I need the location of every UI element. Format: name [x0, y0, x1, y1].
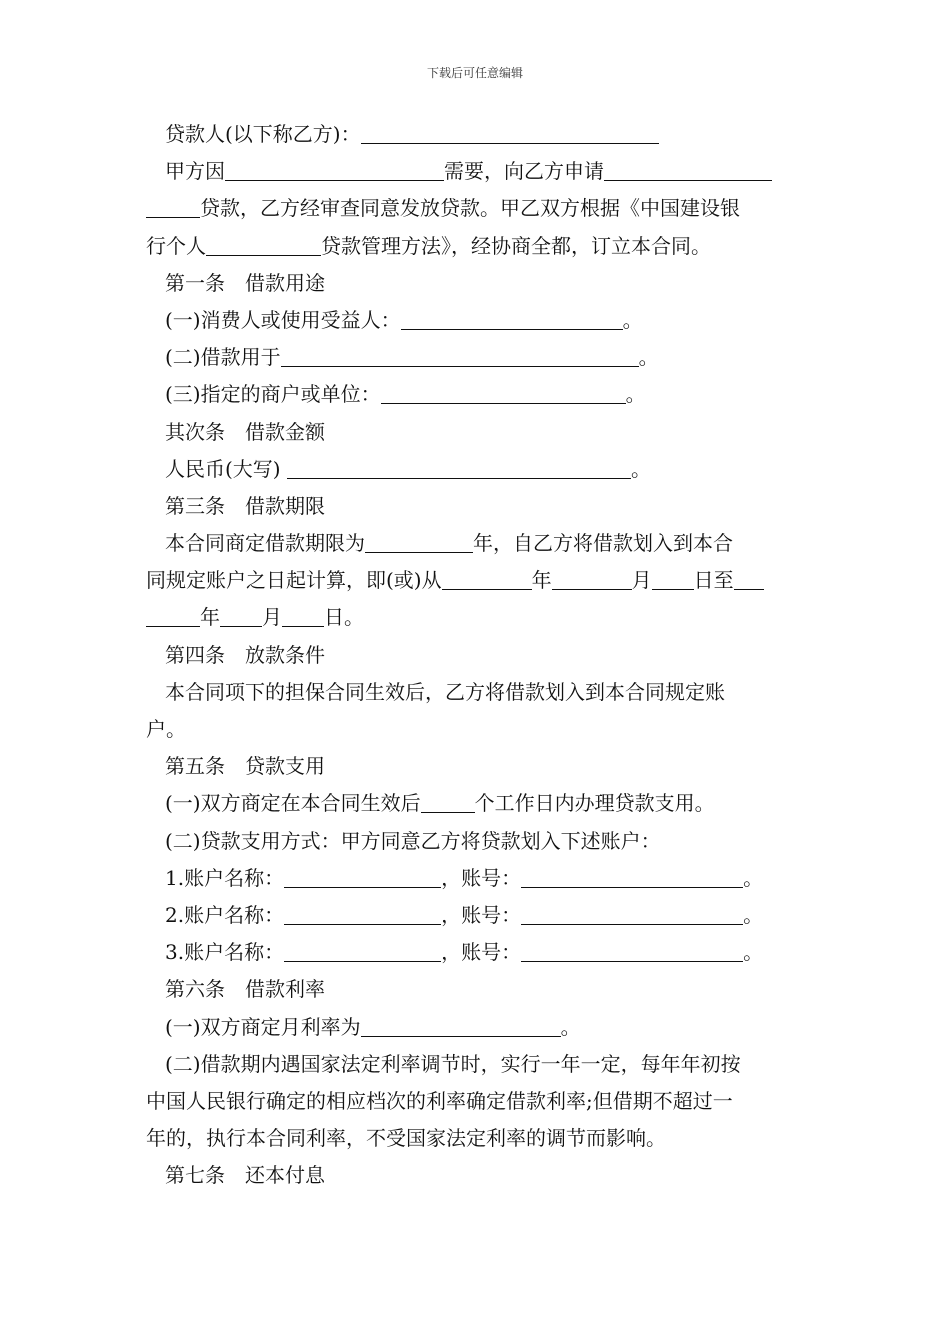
article-heading: 第七条 还本付息	[165, 1163, 325, 1188]
paragraph-line: 中国人民银行确定的相应档次的利率确定借款利率;但借期不超过一	[146, 1088, 733, 1113]
account-line: 3.账户名称： ，账号： 。	[165, 940, 764, 965]
blank-field[interactable]	[604, 157, 772, 181]
account-line: 2.账户名称： ，账号： 。	[165, 902, 764, 927]
account-number-field[interactable]	[521, 938, 743, 962]
blank-field[interactable]	[361, 120, 659, 144]
clause-line: (一)消费人或使用受益人： 。	[165, 307, 643, 332]
clause-line: (二)借款用于 。	[165, 345, 659, 370]
paragraph-line: 本合同商定借款期限为 年，自乙方将借款划入到本合	[165, 531, 733, 556]
blank-field[interactable]	[401, 306, 623, 330]
paragraph-line: (二)借款期内遇国家法定利率调节时，实行一年一定，每年年初按	[165, 1051, 741, 1076]
blank-field[interactable]	[146, 603, 200, 627]
paragraph-line: 户。	[146, 717, 186, 741]
paragraph-line: 同规定账户之日起计算，即(或)从 年 月 日至	[146, 562, 808, 599]
article-heading: 第四条 放款条件	[165, 642, 325, 667]
paragraph-line: 本合同项下的担保合同生效后，乙方将借款划入到本合同规定账	[165, 679, 725, 704]
clause-line: (一)双方商定月利率为 。	[165, 1014, 581, 1039]
paragraph-line: 年 月 日。	[146, 599, 808, 636]
blank-field[interactable]	[421, 789, 475, 813]
paragraph-line: 年的，执行本合同利率，不受国家法定利率的调节而影响。	[146, 1126, 666, 1151]
blank-field[interactable]	[225, 157, 444, 181]
blank-field[interactable]	[552, 566, 632, 590]
account-line: 1.账户名称： ，账号： 。	[165, 865, 764, 890]
article-heading: 第五条 贷款支用	[165, 754, 325, 779]
blank-field[interactable]	[365, 529, 473, 553]
account-name-field[interactable]	[284, 901, 441, 925]
clause-line: (一)双方商定在本合同生效后 个工作日内办理贷款支用。	[165, 791, 715, 816]
paragraph-line: 行个人 贷款管理方法》，经协商全都，订立本合同。	[146, 233, 711, 258]
paragraph-line: 贷款，乙方经审查同意发放贷款。甲乙双方根据《中国建设银	[146, 190, 808, 227]
clause-line: (三)指定的商户或单位： 。	[165, 382, 646, 407]
blank-field[interactable]	[206, 232, 321, 256]
article-heading: 第六条 借款利率	[165, 977, 325, 1002]
blank-field[interactable]	[282, 603, 324, 627]
page-header: 下载后可任意编辑	[426, 66, 523, 80]
article-heading: 第三条 借款期限	[165, 493, 325, 518]
article-heading: 其次条 借款金额	[165, 419, 325, 444]
clause-line: (二)贷款支用方式：甲方同意乙方将贷款划入下述账户：	[165, 828, 661, 853]
blank-field[interactable]	[281, 343, 639, 367]
contract-body	[146, 116, 808, 1194]
lender-line: 贷款人(以下称乙方)：	[146, 116, 808, 153]
blank-field[interactable]	[220, 603, 262, 627]
blank-field[interactable]	[361, 1013, 561, 1037]
blank-field[interactable]	[381, 380, 626, 404]
blank-field[interactable]	[146, 194, 200, 218]
blank-field[interactable]	[442, 566, 532, 590]
clause-line: 人民币(大写) 。	[165, 456, 651, 481]
blank-field[interactable]	[652, 566, 694, 590]
blank-field[interactable]	[734, 566, 764, 590]
account-name-field[interactable]	[284, 864, 441, 888]
paragraph-line: 甲方因 需要，向乙方申请	[146, 153, 808, 190]
account-number-field[interactable]	[521, 864, 743, 888]
blank-field[interactable]	[287, 455, 631, 479]
article-heading: 第一条 借款用途	[165, 270, 325, 295]
account-number-field[interactable]	[521, 901, 743, 925]
account-name-field[interactable]	[284, 938, 441, 962]
